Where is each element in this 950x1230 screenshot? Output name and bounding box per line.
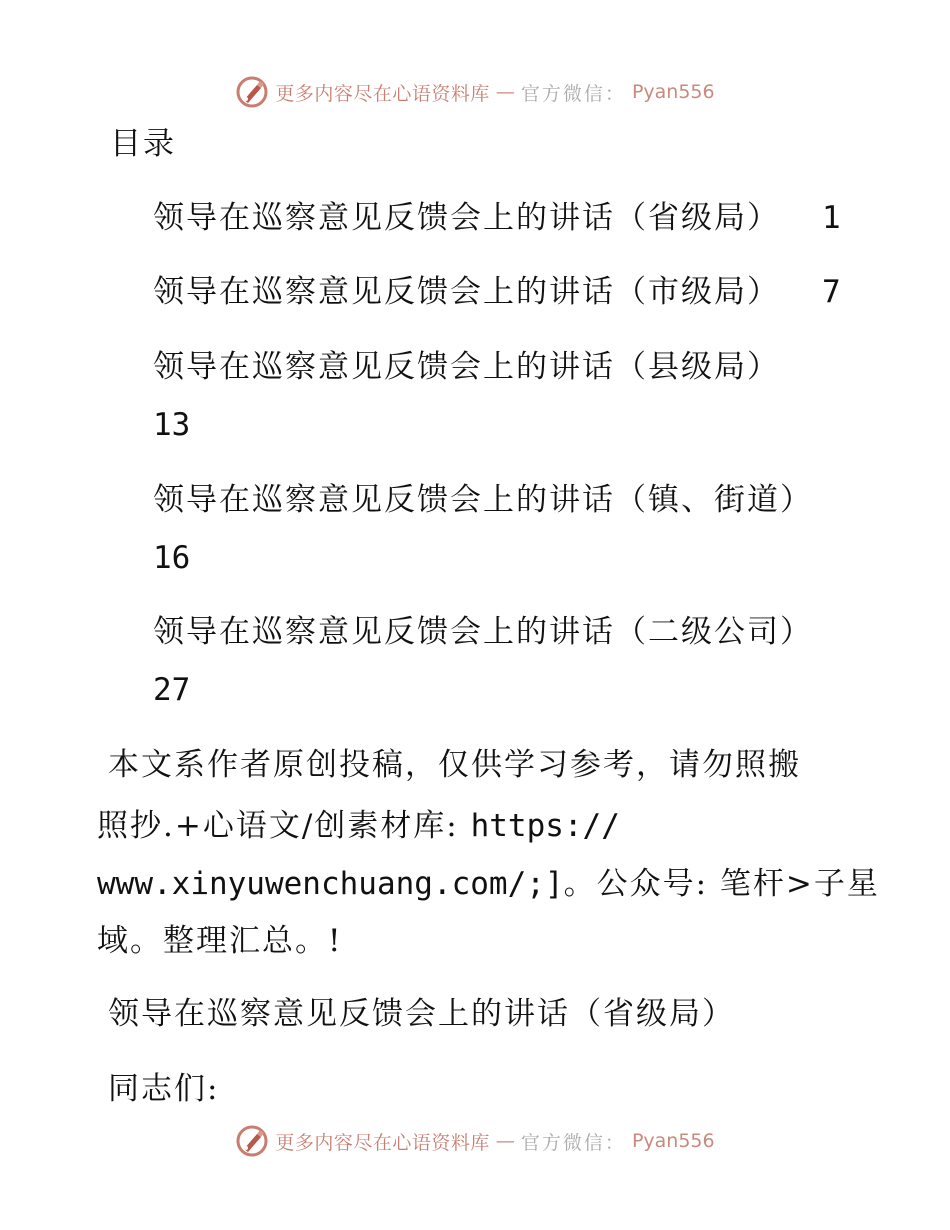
toc-entry-page: 7 (822, 274, 841, 310)
notice-text: 照抄.+心语文/创素材库: (97, 808, 471, 844)
footer-watermark (0, 1121, 950, 1161)
toc-heading: 目录 (110, 126, 176, 162)
watermark-dash: — (495, 81, 515, 103)
notice-line: 域。整理汇总。! (97, 923, 343, 959)
toc-entry-page: 27 (153, 672, 191, 708)
section-title: 领导在巡察意见反馈会上的讲话（省级局） (108, 996, 735, 1032)
pen-logo-icon (235, 75, 269, 109)
watermark-brand: 更多内容尽在心语资料库 (275, 1131, 490, 1154)
toc-entry-title[interactable]: 领导在巡察意见反馈会上的讲话（县级局） (153, 349, 780, 385)
notice-text: 。公众号: 笔杆>子星 (563, 866, 880, 902)
toc-entry-title[interactable]: 领导在巡察意见反馈会上的讲话（市级局） (153, 274, 780, 310)
toc-entry-page: 1 (822, 200, 841, 236)
watermark-wechat-id: Pyan556 (631, 81, 715, 103)
toc-entry-title[interactable]: 领导在巡察意见反馈会上的讲话（省级局） (153, 200, 780, 236)
notice-link-text: https:// (470, 808, 620, 844)
watermark-wechat-id: Pyan556 (631, 1130, 715, 1152)
toc-entry-page: 13 (153, 407, 191, 443)
header-watermark (0, 72, 950, 112)
toc-entry-page: 16 (153, 540, 191, 576)
watermark-brand: 更多内容尽在心语资料库 (275, 82, 490, 105)
salutation: 同志们: (108, 1071, 220, 1107)
notice-line (97, 806, 857, 846)
watermark-dash: — (495, 1130, 515, 1152)
watermark-label: 官方微信： (520, 82, 626, 105)
notice-line (97, 864, 880, 904)
toc-entry-title[interactable]: 领导在巡察意见反馈会上的讲话（镇、街道） (153, 482, 813, 518)
watermark-label: 官方微信： (520, 1131, 626, 1154)
notice-line: 本文系作者原创投稿，仅供学习参考，请勿照搬 (108, 747, 801, 783)
toc-entry-title[interactable]: 领导在巡察意见反馈会上的讲话（二级公司） (153, 614, 813, 650)
pen-logo-icon (235, 1124, 269, 1158)
notice-url[interactable]: www.xinyuwenchuang.com/;] (97, 866, 564, 902)
